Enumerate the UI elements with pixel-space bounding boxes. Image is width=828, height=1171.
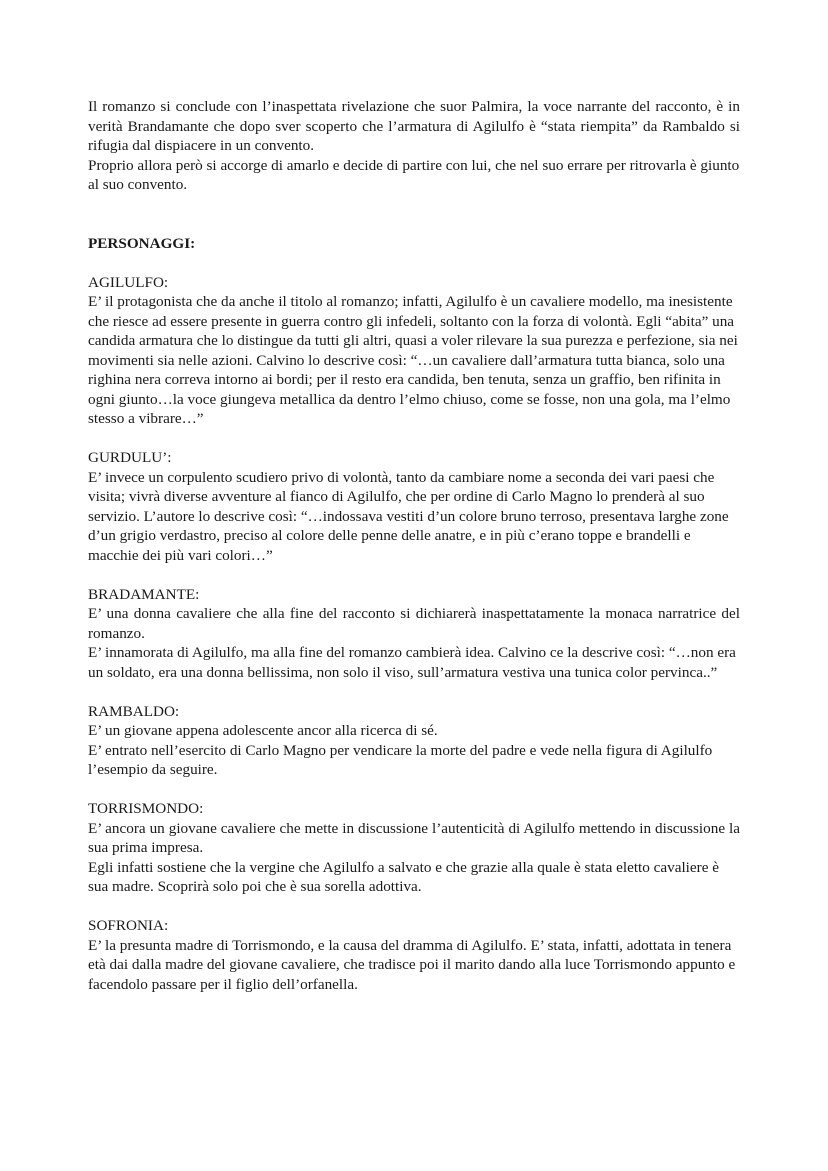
- characters-list: [88, 273, 740, 995]
- character-name: GURDULU’:: [88, 449, 172, 466]
- character-name: SOFRONIA:: [88, 917, 169, 934]
- character-name: TORRISMONDO:: [88, 800, 204, 817]
- character-description: E’ innamorata di Agilulfo, ma alla fine del romanzo cambierà idea. Calvino ce la descrive così: “…non era un soldato, era una donna bellissima, non solo il viso, sull’armatura vestiva una tunica color pervinca..”: [88, 644, 736, 681]
- character-name: AGILULFO:: [88, 273, 169, 291]
- character-section-agilulfo: [88, 273, 740, 429]
- character-section-bradamante: [88, 585, 740, 683]
- character-description: E’ ancora un giovane cavaliere che mette in discussione l’autenticità di Agilulfo mettendo in discussione la sua prima impresa.: [88, 819, 740, 856]
- document-page: [88, 97, 740, 994]
- character-name: RAMBALDO:: [88, 702, 180, 720]
- intro-paragraph: Il romanzo si conclude con l’inaspettata rivelazione che suor Palmira, la voce narrante del racconto, è in verità Brandamante che dopo sver scoperto che l’armatura di Agilulfo è “stata riempita” da Rambaldo si rifugia dal dispiacere in un convento.: [88, 98, 740, 154]
- character-description: E’ entrato nell’esercito di Carlo Magno per vendicare la morte del padre e vede nella figura di Agilulfo l’esempio da seguire.: [88, 741, 713, 778]
- character-description: E’ invece un corpulento scudiero privo di volontà, tanto da cambiare nome a seconda dei vari paesi che visita; vivrà diverse avventure al fianco di Agilulfo, che per ordine di Carlo Magno lo prenderà al suo servizio. L’autore lo descrive così: “…indossava vestiti d’un colore bruno terroso, presentava larghe zone d’un grigio verdastro, preciso al colore delle penne delle anatre, e in più c’erano toppe e brandelli e macchie dei più vari colori…”: [88, 468, 729, 564]
- character-section-torrismondo: [88, 799, 740, 897]
- character-description: Egli infatti sostiene che la vergine che Agilulfo a salvato e che grazie alla quale è stata eletto cavaliere è sua madre. Scoprirà solo poi che è sua sorella adottiva.: [88, 858, 719, 895]
- character-section-sofronia: [88, 916, 740, 994]
- intro-paragraph: Proprio allora però si accorge di amarlo e decide di partire con lui, che nel suo errare per ritrovarla è giunto al suo convento.: [88, 156, 740, 193]
- characters-heading: PERSONAGGI:: [88, 234, 196, 252]
- character-section-gurdulu: [88, 448, 740, 565]
- character-description: E’ un giovane appena adolescente ancor alla ricerca di sé.: [88, 722, 438, 739]
- character-description: E’ una donna cavaliere che alla fine del racconto si dichiarerà inaspettatamente la monaca narratrice del romanzo.: [88, 605, 740, 642]
- character-section-rambaldo: [88, 702, 740, 780]
- intro-section: [88, 97, 740, 195]
- character-name: BRADAMANTE:: [88, 585, 200, 603]
- character-description: E’ la presunta madre di Torrismondo, e la causa del dramma di Agilulfo. E’ stata, infatti, adottata in tenera età dai dalla madre del giovane cavaliere, che tradisce poi il marito dando alla luce Torrismondo appunto e facendolo passare per il figlio dell’orfanella.: [88, 936, 736, 993]
- character-description: E’ il protagonista che da anche il titolo al romanzo; infatti, Agilulfo è un cavaliere modello, ma inesistente che riesce ad essere presente in guerra contro gli infedeli, soltanto con la forza di volontà. Egli “abita” una candida armatura che lo distingue da tutti gli altri, quasi a voler rilevare la sua purezza e perfezione, sia nei movimenti sia nelle azioni. Calvino lo descrive così: “…un cavaliere dall’armatura tutta bianca, solo una righina nera correva intorno ai bordi; per il resto era candida, ben tenuta, senza un graffio, ben rifinita in ogni giunto…la voce giungeva metallica da dentro l’elmo chiuso, come se fosse, non una gola, ma l’elmo stesso a vibrare…”: [88, 293, 738, 427]
